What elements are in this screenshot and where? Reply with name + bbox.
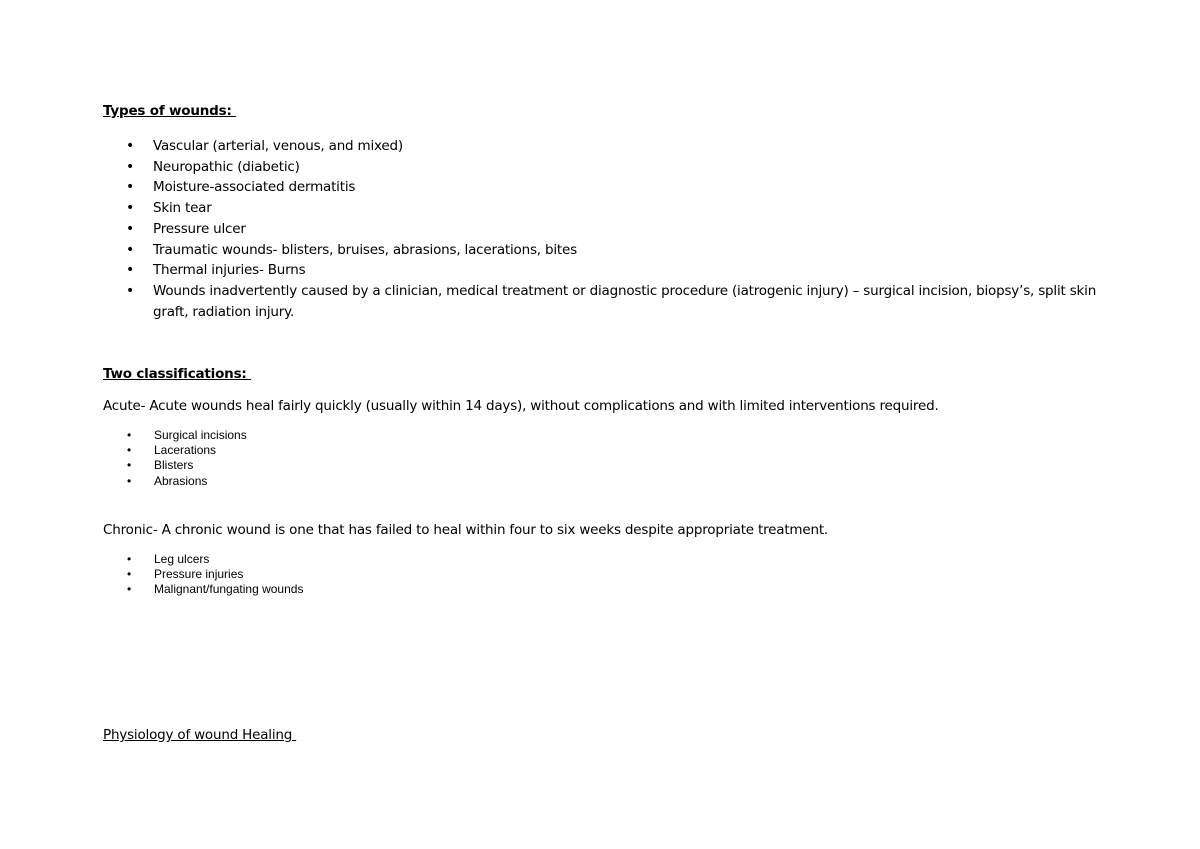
list-item: • Malignant/fungating wounds	[127, 582, 304, 597]
list-item: • Neuropathic (diabetic)	[126, 157, 1116, 178]
list-item: • Pressure ulcer	[126, 219, 1116, 240]
list-item: • Skin tear	[126, 198, 1116, 219]
types-of-wounds-list	[126, 136, 1116, 322]
list-item: • Surgical incisions	[127, 428, 247, 442]
bullet-icon: •	[127, 552, 132, 566]
chronic-paragraph: Chronic- A chronic wound is one that has failed to heal within four to six weeks despite appropriate treatment.	[103, 522, 829, 538]
chronic-examples-list	[127, 552, 303, 598]
bullet-icon: •	[126, 138, 135, 154]
bullet-icon: •	[127, 458, 132, 473]
bullet-icon: •	[127, 567, 132, 582]
bullet-icon: •	[126, 241, 135, 258]
list-item: • Lacerations	[127, 443, 217, 458]
bullet-icon: •	[127, 428, 132, 442]
physiology-heading: Physiology of wound Healing	[103, 727, 297, 743]
bullet-icon: •	[126, 200, 135, 217]
acute-paragraph: Acute- Acute wounds heal fairly quickly (usually within 14 days), without complications and with limited interventions required.	[103, 398, 939, 414]
list-item: • Leg ulcers	[127, 552, 210, 566]
bullet-icon: •	[126, 262, 135, 279]
types-of-wounds-heading: Types of wounds:	[103, 103, 237, 119]
bullet-icon: •	[127, 443, 132, 458]
list-item: • Moisture-associated dermatitis	[126, 177, 1116, 198]
list-item: • Vascular (arterial, venous, and mixed)	[126, 136, 1116, 157]
list-item: • Thermal injuries- Burns	[126, 260, 1116, 281]
list-item: • Wounds inadvertently caused by a clinician, medical treatment or diagnostic procedure (iatrogenic injury) – surgical incision, biopsy’s, split skin graft, radiation injury.	[126, 282, 1097, 320]
list-item: • Pressure injuries	[127, 567, 244, 582]
two-classifications-heading: Two classifications:	[103, 366, 252, 382]
list-item: • Traumatic wounds- blisters, bruises, abrasions, lacerations, bites	[126, 240, 1116, 261]
list-item: • Abrasions	[127, 473, 208, 488]
bullet-icon: •	[126, 158, 135, 175]
bullet-icon: •	[126, 179, 135, 196]
acute-examples-list	[127, 428, 247, 489]
bullet-icon: •	[126, 282, 135, 299]
bullet-icon: •	[126, 220, 135, 237]
bullet-icon: •	[127, 473, 132, 488]
list-item: • Blisters	[127, 458, 194, 473]
bullet-icon: •	[127, 582, 132, 597]
